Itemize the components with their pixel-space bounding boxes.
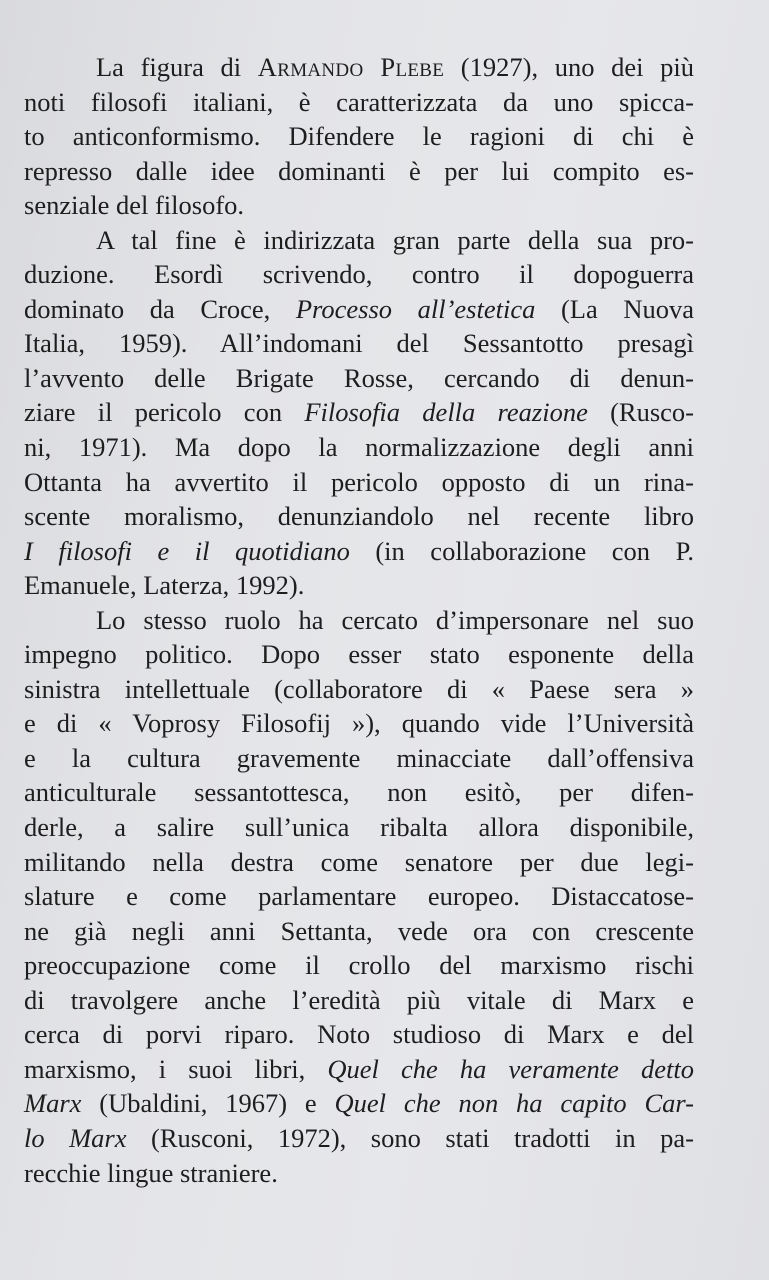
book-title: Filosofia della reazione	[304, 397, 588, 428]
text-line	[24, 499, 694, 534]
text-line	[24, 775, 694, 810]
text-segment: militando nella destra come senatore per due legi-	[24, 846, 694, 877]
text-line	[24, 845, 694, 880]
text-line	[24, 223, 694, 258]
text-segment: ne già negli anni Settanta, vede ora con crescente	[24, 915, 694, 946]
text-segment: l’avvento delle Brigate Rosse, cercando di denun-	[24, 362, 694, 393]
text-segment: anticulturale sessantottesca, non esitò, per difen-	[24, 777, 694, 808]
text-line	[24, 465, 694, 500]
text-segment: noti filosofi italiani, è caratterizzata da uno spicca-	[24, 86, 694, 117]
text-segment: (1927), uno dei più	[444, 52, 695, 82]
paragraph	[24, 603, 694, 1190]
text-line	[24, 810, 694, 845]
paragraph	[24, 223, 694, 603]
book-title: Quel che ha veramente detto	[327, 1053, 695, 1084]
text-segment: derle, a salire sull’unica ribalta allora disponibile,	[24, 812, 694, 843]
text-line	[24, 1017, 694, 1052]
book-title: Marx	[24, 1088, 82, 1119]
text-segment: (in collaborazione con P.	[349, 535, 694, 566]
text-segment: e la cultura gravemente minacciate dall’offensiva	[24, 742, 694, 773]
text-line	[24, 257, 694, 292]
text-line	[24, 637, 694, 672]
text-segment: (La Nuova	[535, 293, 694, 324]
text-line	[24, 395, 694, 430]
text-line	[24, 188, 694, 223]
book-page-text	[24, 50, 694, 1190]
text-line	[24, 430, 694, 465]
text-line	[24, 741, 694, 776]
text-segment: Italia, 1959). All’indomani del Sessantotto presagì	[24, 328, 694, 359]
text-line	[24, 879, 694, 914]
text-segment: (Rusconi, 1972), sono stati tradotti in pa-	[126, 1122, 694, 1153]
author-name: Armando Plebe	[257, 52, 445, 82]
text-segment: La figura di	[96, 52, 258, 82]
text-segment: recchie lingue straniere.	[24, 1157, 278, 1188]
paragraph	[24, 50, 694, 223]
text-segment: cerca di porvi riparo. Noto studioso di Marx e del	[24, 1019, 694, 1050]
text-line	[24, 534, 694, 569]
text-segment: dominato da Croce,	[24, 293, 296, 324]
text-line	[24, 50, 694, 85]
text-line	[24, 85, 694, 120]
text-segment: (Rusco-	[587, 397, 695, 428]
text-line	[24, 292, 694, 327]
text-line	[24, 1052, 694, 1087]
text-segment: represso dalle idee dominanti è per lui compito es-	[24, 155, 694, 186]
text-segment: (Ubaldini, 1967) e	[81, 1088, 335, 1119]
text-segment: preoccupazione come il crollo del marxismo rischi	[24, 950, 694, 981]
text-segment: sinistra intellettuale (collaboratore di « Paese sera »	[24, 673, 694, 704]
text-line	[24, 1156, 694, 1191]
text-segment: Ottanta ha avvertito il pericolo opposto di un rina-	[24, 466, 694, 497]
text-segment: scente moralismo, denunziandolo nel recente libro	[24, 501, 694, 532]
text-segment: ziare il pericolo con	[24, 397, 305, 428]
text-line	[24, 119, 694, 154]
book-title: Quel che non ha capito Car-	[334, 1088, 694, 1119]
text-segment: e di « Voprosy Filosofij »), quando vide l’Università	[24, 708, 694, 739]
text-segment: Lo stesso ruolo ha cercato d’impersonare nel suo	[96, 604, 694, 635]
text-segment: impegno politico. Dopo esser stato esponente della	[24, 639, 694, 670]
text-line	[24, 672, 694, 707]
book-title: lo Marx	[24, 1122, 127, 1153]
text-segment: slature e come parlamentare europeo. Distaccatose-	[24, 881, 694, 912]
text-line	[24, 983, 694, 1018]
text-line	[24, 706, 694, 741]
text-segment: A tal fine è indirizzata gran parte della sua pro-	[96, 224, 694, 255]
text-line	[24, 914, 694, 949]
text-segment: duzione. Esordì scrivendo, contro il dopoguerra	[24, 259, 694, 290]
text-segment: marxismo, i suoi libri,	[24, 1053, 328, 1084]
text-line	[24, 326, 694, 361]
text-segment: to anticonformismo. Difendere le ragioni di chi è	[24, 121, 694, 152]
book-title: Processo all’estetica	[295, 293, 536, 324]
text-segment: Emanuele, Laterza, 1992).	[24, 570, 305, 601]
text-line	[24, 1086, 694, 1121]
book-title: I filosofi e il quotidiano	[24, 535, 350, 566]
text-line	[24, 568, 694, 603]
text-segment: di travolgere anche l’eredità più vitale di Marx e	[24, 984, 694, 1015]
text-segment: senziale del filosofo.	[24, 190, 245, 221]
text-line	[24, 154, 694, 189]
text-line	[24, 948, 694, 983]
text-segment: ni, 1971). Ma dopo la normalizzazione degli anni	[24, 432, 694, 463]
text-line	[24, 1121, 694, 1156]
text-line	[24, 603, 694, 638]
text-line	[24, 361, 694, 396]
